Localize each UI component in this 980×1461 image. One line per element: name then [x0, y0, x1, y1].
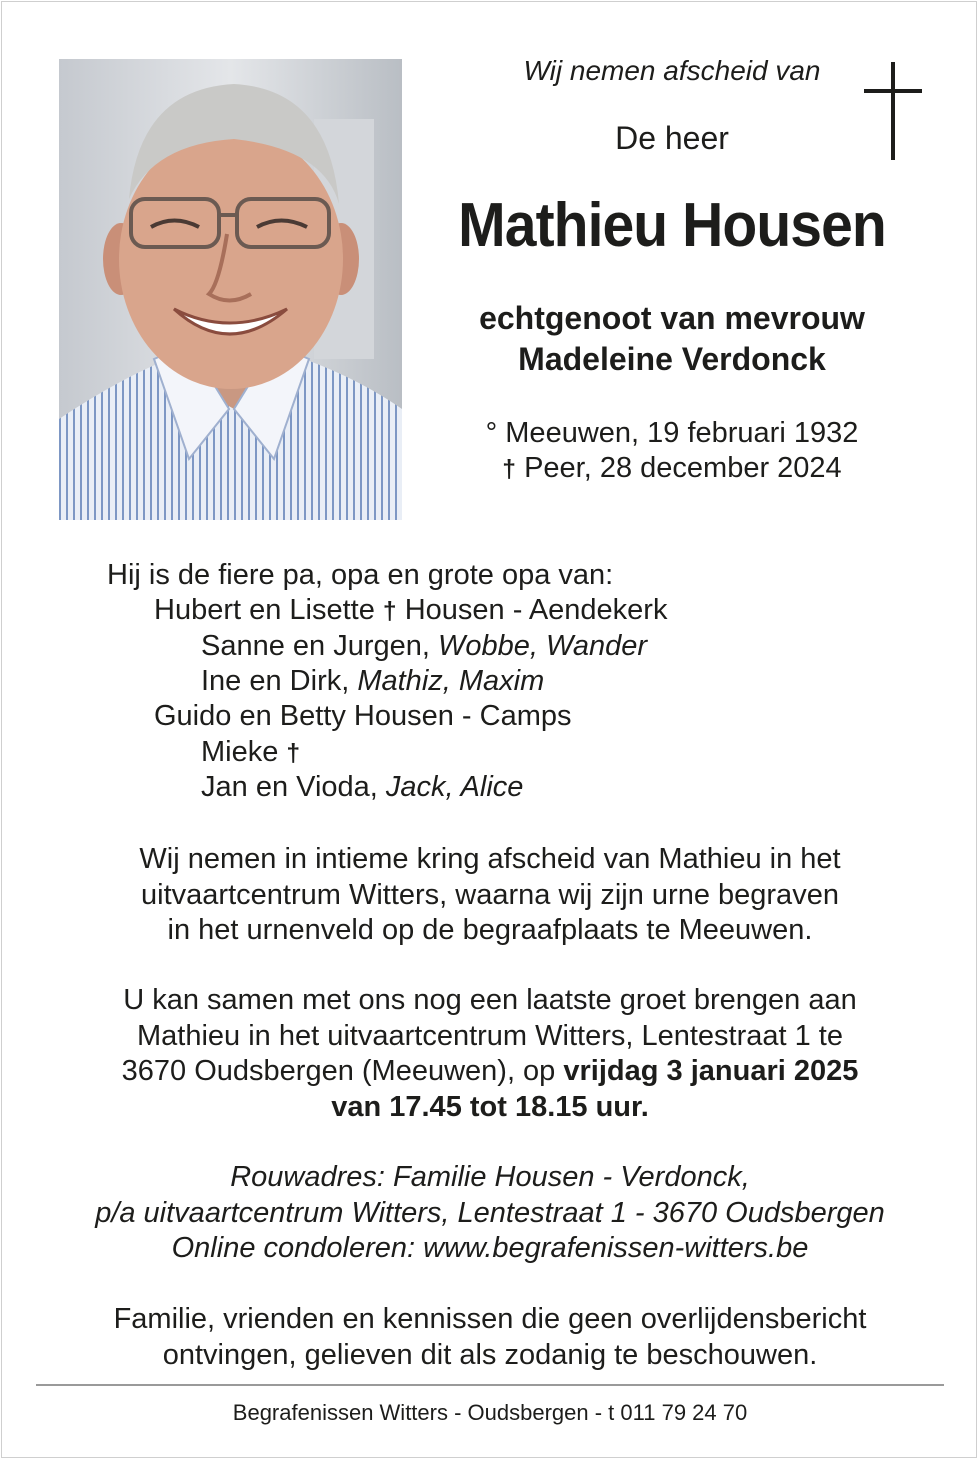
- death-date-text: Peer, 28 december 2024: [516, 452, 842, 484]
- birth-date: ° Meeuwen, 19 februari 1932: [485, 417, 859, 449]
- list-item: Guido en Betty Housen - Camps: [154, 700, 572, 732]
- honorific: De heer: [615, 120, 729, 156]
- condolence-link: Online condoleren: www.begrafenissen-witters.be: [171, 1232, 809, 1264]
- death-date: [430, 451, 914, 487]
- dates-block: [430, 416, 914, 487]
- intro-text: Wij nemen afscheid van: [523, 55, 821, 86]
- visit-date: vrijdag 3 januari 2025: [563, 1055, 859, 1087]
- list-item: Sanne en Jurgen, Wobbe, Wander: [201, 629, 648, 662]
- visit-time: van 17.45 tot 18.15 uur.: [331, 1090, 649, 1123]
- farewell-paragraph: Wij nemen in intieme kring afscheid van Mathieu in het uitvaartcentrum Witters, waarna wij zijn urne begraven in het urnenveld op de begraafplaats te Meeuwen.: [139, 843, 841, 946]
- family-header: Hij is de fiere pa, opa en grote opa van:: [107, 559, 614, 591]
- footer-text: Begrafenissen Witters - Oudsbergen - t 011 79 24 70: [232, 1400, 748, 1425]
- mourning-address: Rouwadres: Familie Housen - Verdonck,: [230, 1161, 750, 1193]
- dagger-icon: †: [502, 456, 517, 483]
- portrait-photo: [59, 59, 402, 520]
- list-item: Mieke †: [201, 735, 301, 768]
- visit-paragraph: U kan samen met ons nog een laatste groet brengen aan Mathieu in het uitvaartcentrum Witters, Lentestraat 1 te 3670 Oudsbergen (Meeuwen), op vrijdag 3 januari 2025 van 17.45 tot 18.15 uur.: [40, 983, 940, 1125]
- divider: [36, 1384, 944, 1386]
- spouse-block: [430, 298, 914, 380]
- dagger-icon: †: [382, 598, 397, 625]
- list-item: Ine en Dirk, Mathiz, Maxim: [201, 665, 545, 697]
- spouse-name: Madeleine Verdonck: [518, 341, 826, 377]
- list-item: Jan en Vioda, Jack, Alice: [201, 771, 524, 803]
- dagger-icon: †: [286, 739, 301, 767]
- notice-paragraph: Familie, vrienden en kennissen die geen overlijdensbericht ontvingen, gelieven dit als zodanig te beschouwen.: [113, 1303, 867, 1371]
- spouse-line-1: echtgenoot van mevrouw: [479, 300, 865, 336]
- deceased-name: Mathieu Housen: [458, 191, 886, 260]
- address-paragraph: Rouwadres: Familie Housen - Verdonck, p/a uitvaartcentrum Witters, Lentestraat 1 - 3670 Oudsbergen Online condoleren: www.begrafenissen-witters.be: [40, 1160, 940, 1267]
- list-item: Hubert en Lisette † Housen - Aendekerk: [154, 594, 668, 626]
- cross-icon: [864, 62, 922, 160]
